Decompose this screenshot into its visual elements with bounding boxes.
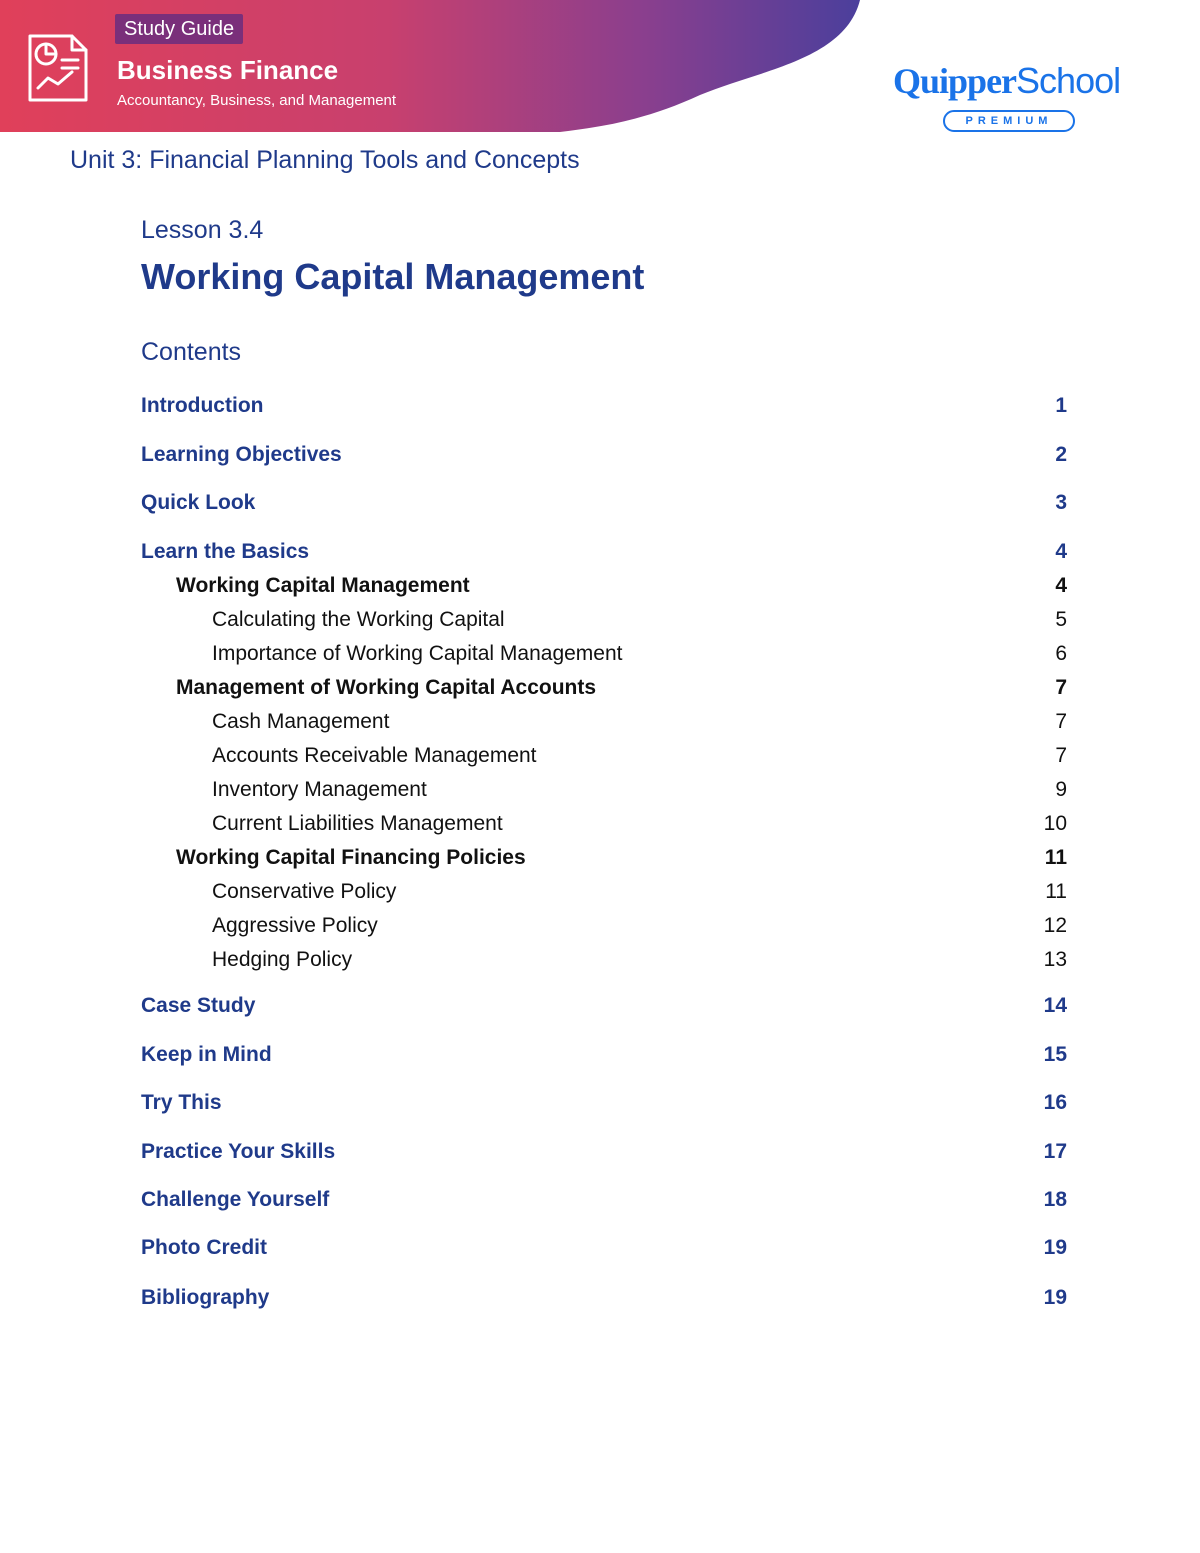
toc-entry[interactable]	[0, 574, 1200, 604]
toc-entry-page: 19	[1043, 1286, 1067, 1309]
toc-entry-label: Bibliography	[141, 1286, 270, 1309]
toc-entry-label: Learn the Basics	[141, 540, 310, 563]
toc-entry[interactable]	[0, 778, 1200, 808]
toc-entry[interactable]	[0, 540, 1200, 570]
toc-entry[interactable]	[0, 676, 1200, 706]
toc-entry-page: 13	[1043, 948, 1067, 971]
toc-entry-label: Photo Credit	[141, 1236, 267, 1259]
toc-entry-page: 3	[1055, 491, 1067, 514]
toc-entry-page: 2	[1055, 443, 1067, 466]
toc-entry-page: 7	[1055, 710, 1067, 733]
toc-entry[interactable]	[0, 812, 1200, 842]
toc-entry[interactable]	[0, 744, 1200, 774]
premium-badge: PREMIUM	[943, 110, 1075, 132]
document-chart-icon	[16, 26, 96, 106]
toc-entry[interactable]	[0, 846, 1200, 876]
toc-entry-page: 14	[1043, 994, 1067, 1017]
toc-entry-label: Case Study	[141, 994, 256, 1017]
course-title: Business Finance	[117, 55, 339, 85]
toc-entry[interactable]	[0, 608, 1200, 638]
toc-entry-label: Aggressive Policy	[212, 914, 378, 937]
toc-entry-page: 7	[1055, 676, 1067, 699]
toc-entry[interactable]	[0, 880, 1200, 910]
toc-entry[interactable]	[0, 1140, 1200, 1170]
toc-entry-page: 18	[1043, 1188, 1067, 1211]
toc-entry-page: 7	[1055, 744, 1067, 767]
toc-entry-page: 16	[1043, 1091, 1067, 1114]
toc-entry-page: 10	[1043, 812, 1067, 835]
toc-entry-label: Practice Your Skills	[141, 1140, 336, 1163]
toc-entry-label: Hedging Policy	[212, 948, 353, 971]
toc-entry-page: 11	[1044, 846, 1067, 869]
lesson-title: Working Capital Management	[141, 256, 645, 297]
toc-entry-label: Inventory Management	[212, 778, 427, 801]
toc-entry[interactable]	[0, 491, 1200, 521]
toc-entry[interactable]	[0, 1188, 1200, 1218]
toc-entry-label: Try This	[141, 1091, 222, 1114]
toc-entry-label: Learning Objectives	[141, 443, 342, 466]
toc-entry-page: 1	[1055, 394, 1067, 417]
contents-heading: Contents	[141, 338, 242, 366]
toc-entry-label: Cash Management	[212, 710, 390, 733]
toc-entry-label: Importance of Working Capital Management	[212, 642, 623, 665]
logo-word-quipper: Quipper	[893, 61, 1017, 101]
toc-entry-page: 15	[1043, 1043, 1067, 1066]
toc-entry-page: 11	[1045, 880, 1067, 903]
toc-entry-page: 19	[1043, 1236, 1067, 1259]
toc-entry-page: 17	[1043, 1140, 1067, 1163]
toc-entry[interactable]	[0, 994, 1200, 1024]
unit-title: Unit 3: Financial Planning Tools and Concepts	[70, 146, 580, 174]
toc-entry-page: 6	[1055, 642, 1067, 665]
toc-entry-label: Accounts Receivable Management	[212, 744, 537, 767]
toc-entry-label: Current Liabilities Management	[212, 812, 503, 835]
lesson-label: Lesson 3.4	[141, 216, 264, 244]
toc-entry-label: Calculating the Working Capital	[212, 608, 505, 631]
study-guide-badge: Study Guide	[115, 14, 243, 44]
toc-entry[interactable]	[0, 1236, 1200, 1266]
toc-entry[interactable]	[0, 914, 1200, 944]
toc-entry-label: Quick Look	[141, 491, 256, 514]
toc-entry[interactable]	[0, 1091, 1200, 1121]
toc-entry-page: 5	[1055, 608, 1067, 631]
toc-entry[interactable]	[0, 394, 1200, 424]
course-subtitle: Accountancy, Business, and Management	[117, 92, 397, 109]
toc-entry-label: Conservative Policy	[212, 880, 397, 903]
toc-entry-page: 4	[1055, 574, 1067, 597]
toc-entry[interactable]	[0, 1286, 1200, 1316]
toc-entry[interactable]	[0, 642, 1200, 672]
toc-entry-page: 9	[1055, 778, 1067, 801]
toc-entry-label: Keep in Mind	[141, 1043, 272, 1066]
toc-entry[interactable]	[0, 443, 1200, 473]
toc-entry[interactable]	[0, 710, 1200, 740]
toc-entry-page: 12	[1043, 914, 1067, 937]
quipper-school-logo	[893, 60, 1133, 135]
toc-entry-label: Challenge Yourself	[141, 1188, 330, 1211]
toc-entry[interactable]	[0, 948, 1200, 978]
toc-entry-page: 4	[1055, 540, 1067, 563]
toc-entry-label: Working Capital Management	[176, 574, 470, 597]
toc-entry[interactable]	[0, 1043, 1200, 1073]
logo-word-school: School	[1016, 60, 1121, 101]
toc-entry-label: Management of Working Capital Accounts	[176, 676, 597, 699]
toc-entry-label: Introduction	[141, 394, 264, 417]
toc-entry-label: Working Capital Financing Policies	[176, 846, 526, 869]
